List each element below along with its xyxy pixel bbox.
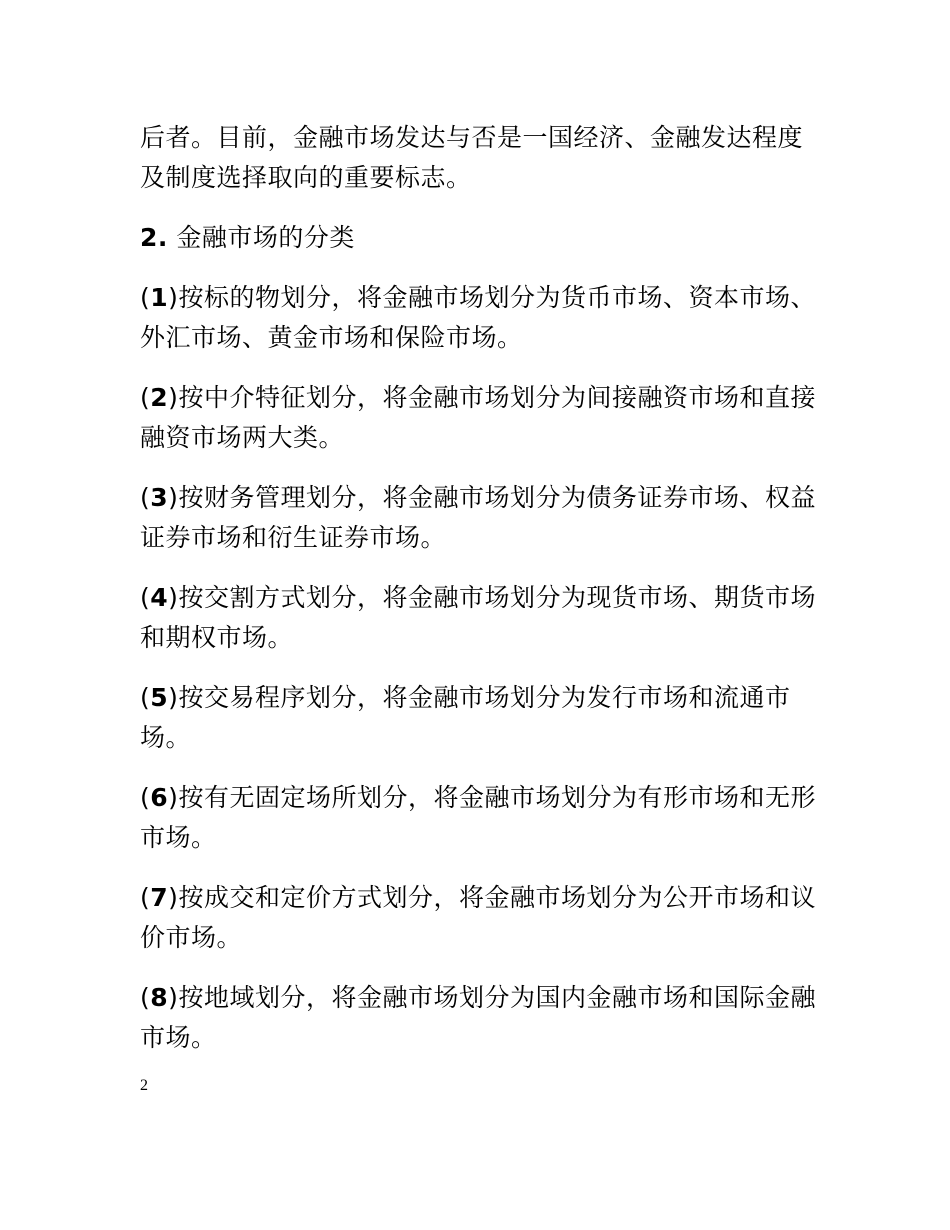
list-item-text: 按成交和定价方式划分，将金融市场划分为公开市场和议价市场。 — [140, 883, 816, 952]
page-number: 2 — [140, 1077, 148, 1094]
list-item-text: 按标的物划分，将金融市场划分为货币市场、资本市场、外汇市场、黄金市场和保险市场。 — [140, 283, 816, 352]
list-item-number: 3 — [150, 483, 169, 512]
list-item: (2)按中介特征划分，将金融市场划分为间接融资市场和直接融资市场两大类。 — [140, 383, 816, 452]
list-item-text: 按有无固定场所划分，将金融市场划分为有形市场和无形市场。 — [140, 783, 816, 852]
list-item: (1)按标的物划分，将金融市场划分为货币市场、资本市场、外汇市场、黄金市场和保险市场。 — [140, 283, 816, 352]
list-item-number: 5 — [150, 683, 169, 712]
list-item: (6)按有无固定场所划分，将金融市场划分为有形市场和无形市场。 — [140, 783, 816, 852]
list-item-text: 按交易程序划分，将金融市场划分为发行市场和流通市场。 — [140, 683, 791, 752]
list-item-text: 按交割方式划分，将金融市场划分为现货市场、期货市场和期权市场。 — [140, 583, 816, 652]
section-number: 2. — [140, 223, 168, 252]
list-item-number: 6 — [150, 783, 169, 812]
list-item: (5)按交易程序划分，将金融市场划分为发行市场和流通市场。 — [140, 683, 791, 752]
document-body — [140, 118, 820, 1078]
list-item: (4)按交割方式划分，将金融市场划分为现货市场、期货市场和期权市场。 — [140, 583, 816, 652]
list-item-number: 4 — [150, 583, 169, 612]
list-item: (8)按地域划分，将金融市场划分为国内金融市场和国际金融市场。 — [140, 983, 816, 1052]
list-item: (7)按成交和定价方式划分，将金融市场划分为公开市场和议价市场。 — [140, 883, 816, 952]
list-item-text: 按地域划分，将金融市场划分为国内金融市场和国际金融市场。 — [140, 983, 816, 1052]
list-item-number: 2 — [150, 383, 169, 412]
list-item-number: 8 — [150, 983, 169, 1012]
section-title: 金融市场的分类 — [167, 223, 355, 252]
list-item-text: 按财务管理划分，将金融市场划分为债务证券市场、权益证券市场和衍生证券市场。 — [140, 483, 816, 552]
list-item: (3)按财务管理划分，将金融市场划分为债务证券市场、权益证券市场和衍生证券市场。 — [140, 483, 816, 552]
intro-paragraph: 后者。目前，金融市场发达与否是一国经济、金融发达程度及制度选择取向的重要标志。 — [140, 123, 804, 192]
list-item-number: 1 — [150, 283, 169, 312]
list-item-number: 7 — [150, 883, 169, 912]
list-item-text: 按中介特征划分，将金融市场划分为间接融资市场和直接融资市场两大类。 — [140, 383, 816, 452]
section-heading — [140, 218, 820, 258]
